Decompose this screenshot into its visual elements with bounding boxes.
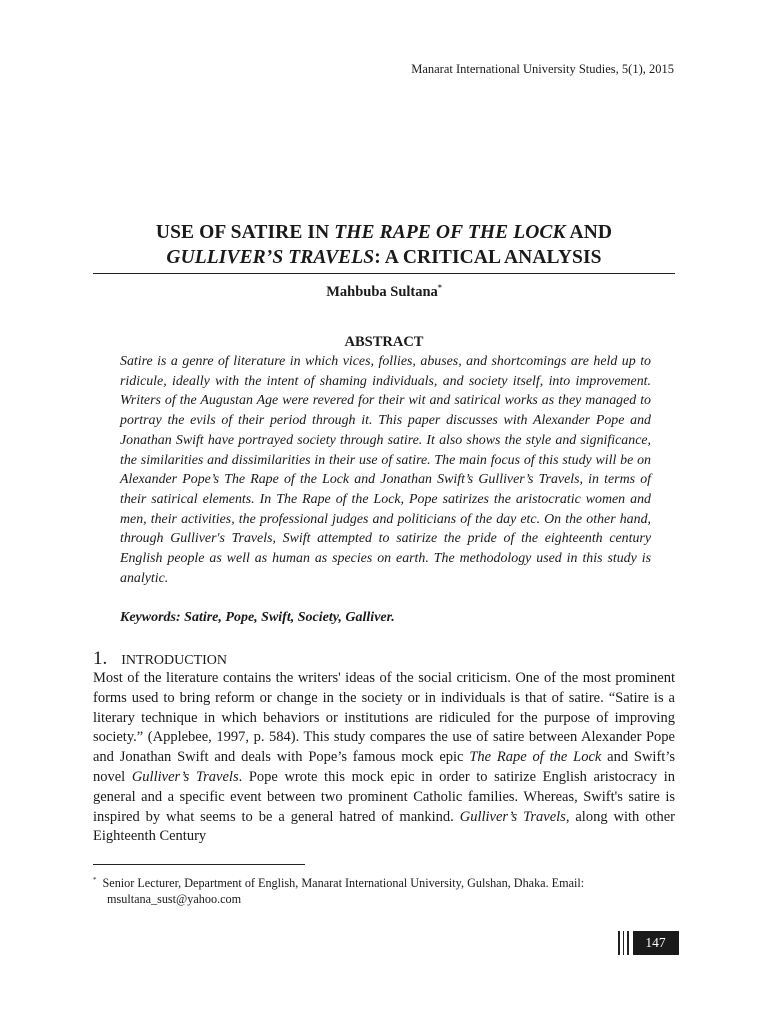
title-divider (93, 273, 675, 274)
keywords: Keywords: Satire, Pope, Swift, Society, Galliver. (120, 610, 395, 625)
running-header: Manarat International University Studies, 5(1), 2015 (411, 62, 674, 76)
footnote (93, 872, 675, 907)
abstract-heading: ABSTRACT (344, 334, 424, 350)
footnote-divider (93, 864, 305, 865)
page-number-marker (618, 931, 679, 955)
footnote-mark: * (93, 876, 97, 884)
page-marker-bars (618, 931, 629, 955)
page-number: 147 (633, 931, 679, 955)
section-number: 1. (93, 648, 108, 669)
footnote-affiliation: Senior Lecturer, Department of English, Manarat International University, Gulshan, Dhaka. Email: (102, 876, 585, 890)
abstract-text: Satire is a genre of literature in which vices, follies, abuses, and shortcomings are held up to ridicule, ideally with the intent of shaming individuals, and society itself, into improvement. Writers of the Augustan Age were revered for their wit and satirical works as they managed to portray the evils of their period through it. This paper discusses with Alexander Pope and Jonathan Swift have portrayed society through satire. It also shows the style and significance, the similarities and dissimilarities in their use of satire. The main focus of this study will be on Alexander Pope’s The Rape of the Lock and Jonathan Swift’s Gulliver’s Travels, in terms of their satirical elements. In The Rape of the Lock, Pope satirizes the aristocratic women and men, their activities, the professional judges and politicians of the day etc. On the other hand, through Gulliver's Travels, Swift attempted to satirize the pride of the eighteenth century English people as well as human as species on earth. The methodology used in this study is analytic. (120, 354, 651, 586)
author-name: Mahbuba Sultana* (326, 283, 442, 300)
introduction-paragraph: Most of the literature contains the writers' ideas of the social criticism. One of the most prominent forms used to bring reform or change in the society or in individuals is that of satire. “Satire is a literary technique in which behaviors or institutions are ridiculed for the purpose of improving society.” (Applebee, 1997, p. 584). This study compares the use of satire between Alexander Pope and Jonathan Swift and deals with Pope’s famous mock epic The Rape of the Lock and Swift’s novel Gulliver’s Travels. Pope wrote this mock epic in order to satirize English aristocracy in general and a specific event between two prominent Catholic families. Whereas, Swift's satire is inspired by what seems to be a general hatred of mankind. Gulliver’s Travels, along with other Eighteenth Century (93, 670, 676, 845)
title-line-1: USE OF SATIRE IN THE RAPE OF THE LOCK AND (155, 222, 613, 243)
author-footnote-mark[interactable]: * (437, 283, 442, 292)
footnote-email[interactable]: msultana_sust@yahoo.com (107, 892, 242, 906)
section-title: INTRODUCTION (121, 653, 228, 668)
paper-title (93, 220, 675, 270)
section-heading-introduction (93, 648, 227, 670)
title-line-2: GULLIVER’S TRAVELS: A CRITICAL ANALYSIS (166, 247, 602, 268)
